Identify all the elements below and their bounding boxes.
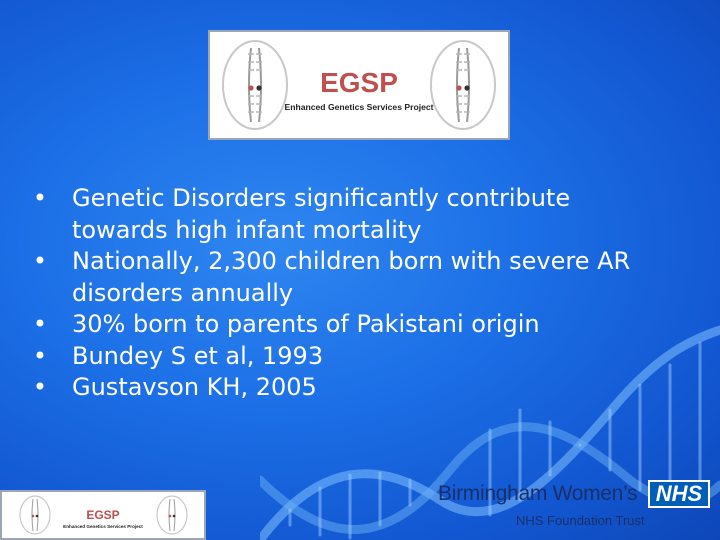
bullet-marker: • xyxy=(32,373,48,401)
logo-acronym: EGSP xyxy=(320,67,398,98)
logo-small-full-name: Enhanced Genetics Services Project xyxy=(63,524,143,529)
bullet-list xyxy=(30,183,670,404)
organization-subtitle: NHS Foundation Trust xyxy=(516,513,645,528)
bullet-marker: • xyxy=(32,341,48,370)
bullet-item xyxy=(30,372,670,404)
bullet-marker: • xyxy=(32,247,48,275)
chromosome-left-icon xyxy=(223,41,287,129)
nhs-logo xyxy=(648,480,710,508)
bullet-item xyxy=(30,341,670,373)
bullet-text: Nationally, 2,300 children born with severe AR disorders annually xyxy=(72,247,631,307)
bullet-text: 30% born to parents of Pakistani origin xyxy=(72,310,540,338)
bullet-text: Bundey S et al, 1993 xyxy=(72,341,324,370)
bullet-marker: • xyxy=(32,310,48,338)
logo-small-acronym: EGSP xyxy=(86,508,120,522)
logo-full-name: Enhanced Genetics Services Project xyxy=(284,102,434,112)
nhs-logo-text: NHS xyxy=(650,482,708,506)
bullet-text: Gustavson KH, 2005 xyxy=(72,373,317,401)
chromosome-small-left-icon xyxy=(20,496,50,534)
egsp-logo-graphic xyxy=(210,32,508,138)
egsp-logo-small-graphic xyxy=(2,492,204,538)
egsp-logo xyxy=(208,30,510,140)
chromosome-right-icon xyxy=(431,41,495,129)
egsp-logo-small xyxy=(0,490,206,540)
organization-name: Birmingham Women’s xyxy=(438,482,638,505)
bullet-text: Genetic Disorders significantly contribute towards high infant mortality xyxy=(72,184,571,244)
bullet-item xyxy=(30,246,670,309)
bullet-marker: • xyxy=(32,184,48,212)
chromosome-small-right-icon xyxy=(157,496,187,534)
bullet-item xyxy=(30,183,670,246)
bullet-item xyxy=(30,309,670,341)
